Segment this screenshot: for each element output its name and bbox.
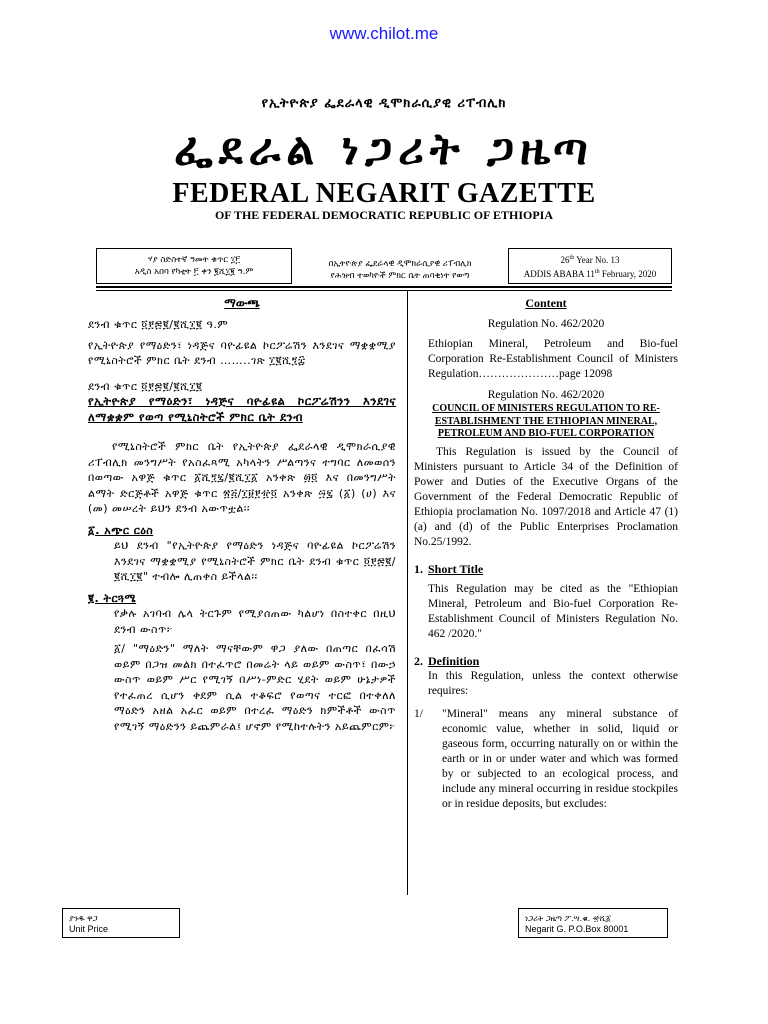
regulation-title-amharic: የኢትዮጵያ የማዕድን፣ ነዳጅና ባዮፊዩል ኮርፖሬሽንን እንደገና ለማቋቋም የወጣ የሚኒስትሮች ምክር ቤት ደንብ	[88, 394, 396, 424]
content-heading-english: Content	[525, 296, 567, 310]
unit-price-english: Unit Price	[69, 924, 109, 934]
amharic-column	[88, 296, 396, 734]
section1-text-amharic: ይህ ደንብ "የኢትዮጵያ የማዕድን ነዳጅና ባዮፊዩል ኮርፖሬሽን እንደገና ማቋቋሚያ የሚኒስትሮች ምክር ቤት ደንብ ቁጥር ፬፻፷፪/፪ሺ፲፪" ተብሎ ሊጠቀስ ይችላል፡፡	[114, 539, 396, 583]
regulation-title-english: COUNCIL OF MINISTERS REGULATION TO RE-ESTABLISHMENT THE ETHIOPIAN MINERAL, PETROLEUM AND BIO-FUEL CORPORATION	[432, 403, 660, 439]
section2-title-english: Definition	[428, 653, 480, 668]
header-rule-bottom	[96, 290, 672, 291]
toc-regulation-english: Regulation No. 462/2020	[487, 318, 605, 330]
issue-box-amharic	[96, 248, 292, 284]
preamble-amharic: የሚኒስትሮች ምክር ቤት የኢትዮጵያ ፌደራላዊ ዲሞክራሲያዊ ሪፐብሊክ መንግሥት የአስፈጻሚ አካላትን ሥልጣንና ተግባር ለመወሰን በወጣው አዋጅ ቁጥር ፩ሺ፺፯/፪ሺ፲፩ አንቀጽ ፴፬ እና በመንግሥት ልማት ድርጅቶች አዋጅ ቁጥር ፳፭/፲፱፻፹፬ አንቀጽ ፵፯ (፩) (ሀ) እና (መ) መሠረት ይህን ደንብ አውጥቷል፡፡	[88, 440, 396, 515]
header-rule-top	[96, 286, 672, 288]
column-divider	[407, 291, 408, 895]
gazette-subtitle: OF THE FEDERAL DEMOCRATIC REPUBLIC OF ETHIOPIA	[214, 208, 554, 222]
issue-year-amharic: ሃያ ስድስተኛ ዓመት ቁጥር ፲፫	[147, 255, 241, 265]
toc-entry-english[interactable]: Ethiopian Mineral, Petroleum and Bio-fuel Corporation Re-Establishment Council of Ministers Regulation…………………page 12098	[428, 338, 678, 380]
republic-amharic-heading: የኢትዮጵያ ፌደራላዊ ዲሞክራሲያዊ ሪፐብሊክ	[261, 96, 507, 111]
content-heading-amharic: ማውጫ	[224, 296, 260, 310]
section2-title-amharic: ፪. ትርጓሜ	[88, 591, 137, 605]
english-column	[414, 296, 678, 812]
section2-english	[414, 654, 678, 669]
issue-authority-line2: የሕዝብ ተወካዮች ምክር ቤት ጠባቂነት የወጣ	[330, 271, 470, 281]
item1-label: 1/	[414, 707, 423, 720]
section2-number: 2.	[414, 653, 423, 668]
site-url[interactable]: www.chilot.me	[329, 24, 439, 43]
preamble-english: This Regulation is issued by the Council of Ministers pursuant to Article 34 of the Definition of Power and Duties of the Executive Organs of the Government of the Federal Democratic Republic of Ethiopia proclamation No. 1097/2018 and Article 47 (1) (a) and (d) of the Public Enterprises Proclamation No.25/1992.	[414, 445, 678, 548]
issue-year-english: 26th Year No. 13	[560, 255, 620, 265]
section2-item1-english	[414, 707, 678, 812]
issue-box-english	[508, 248, 672, 284]
section2-intro-amharic: የቃሉ አገባብ ሌላ ትርጉም የሚያሰጠው ካልሆነ በስተቀር በዚህ ደንብ ውስጥ፦	[114, 607, 396, 636]
unit-price-amharic: ያንዱ ዋጋ	[69, 914, 98, 923]
issue-date-amharic: አዲስ አበባ የካቲት ፫ ቀን ፪ሺ፲፪ ዓ.ም	[134, 267, 254, 277]
po-box-box	[518, 908, 668, 938]
gazette-title-amharic: ፌደራል ነጋሪት ጋዜጣ	[174, 124, 594, 175]
section2-intro-english: In this Regulation, unless the context otherwise requires:	[428, 669, 678, 697]
section2-item1-amharic: ፩/ "ማዕድን" ማለት ማናቸውም ዋጋ ያለው በጠጣር በፈሳሽ ወይም በጋዝ መልክ በተፈጥሮ በመሬት ላይ ወይም ውስጥ፣ በውኃ ውስጥ ወይም ሥር የሚገኝ በሥነ-ምድር ሂደት ወይም ሁኔታዎች የተፈጠረ ሲሆን ቀደም ሲል ተቆፍሮ የወጣና ተርፎ በተቀለለ ማዕድን አዘል አፈር ወይም በተረፈ ማዕድን ክምችቶች ውስጥ የሚገኝ ማዕድንን ይጨምራል፤ ሆኖም የሚከተሉትን አይጨምርም፦	[114, 642, 396, 733]
section1-title-english: Short Title	[428, 561, 484, 576]
po-box-english: Negarit G. P.O.Box 80001	[525, 924, 629, 934]
section1-title-amharic: ፩. አጭር ርዕስ	[88, 523, 154, 537]
toc-entry-amharic[interactable]: የኢትዮጵያ የማዕድን፣ ነዳጅና ባዮፊዩል ኮርፖሬሽን እንደገና ማቋቋሚያ የሚኒስትሮች ምክር ቤት ደንብ ……..ገጽ ፲፪ሺ፺፰	[88, 338, 396, 367]
section1-text-english: This Regulation may be cited as the "Ethiopian Mineral, Petroleum and Bio-fuel Corporation Re-Establishment Council of Ministers Regulation No. 462 /2020."	[428, 582, 678, 640]
issue-authority	[292, 258, 508, 282]
item1-text-english: "Mineral" means any mineral substance of economic value, whether in solid, liquid or gaseous form, occurring naturally on or within the earth or in or under water and which was formed by or subjected to an ecological process, and include any mineral occurring in residue stockpiles or in residue deposits, but excludes:	[442, 707, 678, 810]
issue-date-english: ADDIS ABABA 11th February, 2020	[523, 269, 657, 279]
unit-price-box	[62, 908, 180, 938]
section1-english	[414, 562, 678, 577]
issue-authority-line1: በኢትዮጵያ ፌደራላዊ ዲሞክራሲያዊ ሪፐብሊክ	[328, 259, 472, 269]
regulation-number-english: Regulation No. 462/2020	[487, 389, 605, 401]
regulation-number-amharic: ደንብ ቁጥር ፬፻፷፪/፪ሺ፲፪	[88, 379, 203, 393]
gazette-title-english: FEDERAL NEGARIT GAZETTE	[172, 178, 596, 209]
section1-number: 1.	[414, 561, 423, 576]
po-box-amharic: ነጋሪት ጋዜጣ ፖ.ሣ.ቁ. ፹ሺ፩	[525, 914, 611, 923]
toc-regulation-amharic: ደንብ ቁጥር ፬፻፷፪/፪ሺ፲፪ ዓ.ም	[88, 318, 229, 331]
